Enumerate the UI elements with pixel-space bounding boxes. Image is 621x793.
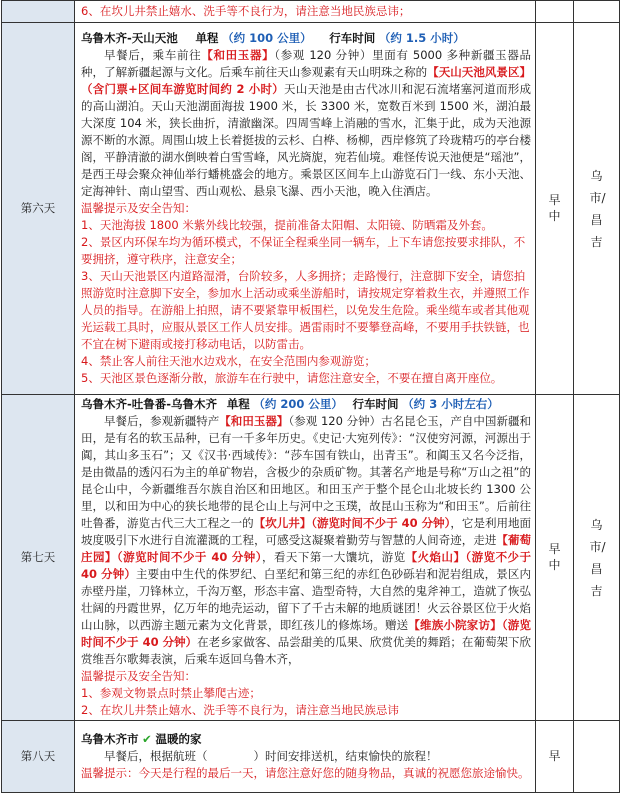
day6-desc-3: 天山天池是由古代冰川和泥石流堵塞河道而形成的高山湖泊。天山天池湖面海拔 1900 米，长 3300 米，宽数百米到 1500 米，湖泊最大深度 104 米，狭长曲折，清澈幽深。四周雪峰上消融的雪水，汇集于此，成为天池源源不断的水源。周围山坡上长着挺拔的云杉、白桦、杨柳，西岸修筑了玲珑精巧的亭台楼阁，平静清澈的湖水倒映着白雪雪峰，风光旖旎，宛若仙境。难怪传说天池便是“瑶池”，是西王母会聚众神仙举行蟠桃盛会的地方。乘景区区间车上山游览石门一线、东小天池、定海神针、南山望雪、西山观松、悬泉飞瀑、西小天池，晚入住酒店。 bbox=[81, 82, 531, 198]
day6-row bbox=[2, 23, 620, 395]
day8-route-suffix: 温暖的家 bbox=[155, 732, 202, 746]
itinerary-table bbox=[1, 0, 620, 793]
day6-dist-label: 单程 bbox=[195, 31, 219, 45]
day7-row bbox=[2, 395, 620, 721]
day7-description bbox=[81, 413, 531, 668]
hotel-cell-empty bbox=[574, 1, 620, 23]
day6-content bbox=[75, 23, 536, 395]
day7-tips-title: 温馨提示及安全告知： bbox=[81, 669, 196, 683]
day6-desc-1: 早餐后，乘车前往 bbox=[104, 48, 202, 62]
day8-content bbox=[75, 721, 536, 793]
day7-spot-5: 【维族小院家访】（游览时间不少于 40 分钟） bbox=[81, 618, 532, 649]
day6-tips-title: 温馨提示及安全告知： bbox=[81, 201, 196, 215]
day8-hotel-cell bbox=[574, 721, 620, 793]
day6-desc-2: （参观 120 分钟）里面有 5000 多种新疆玉器品种，了解新疆起源与文化。后乘车前往天山参观素有天山明珠之称的 bbox=[81, 48, 531, 79]
day6-tip-3: 3、天山天池景区内道路湿滑，台阶较多，人多拥挤；走路慢行，注意脚下安全，请您拍照游览时注意脚下安全，参加水上活动或乘坐游船时，请按规定穿着救生衣，并遵照工作人员的指导。在游船上拍照，请不要紧靠甲板围栏，以免发生危险。乘坐缆车或者其他观光运载工具时，应服从景区工作人员安排。遇雷雨时不要攀登高峰，不要用手扶铁链，也不宜在树下避雨或接打移动电话，以防雷击。 bbox=[81, 269, 530, 351]
day7-dist-label: 单程 bbox=[226, 397, 250, 411]
top-row bbox=[2, 1, 620, 23]
day7-desc-5: 主要由中生代的侏罗纪、白垩纪和第三纪的赤红色砂砾岩和泥岩组成，景区内赤壁丹崖，刀锋林立，千沟万壑，形态丰富、造型奇特，大自然的鬼斧神工，造就了恢弘壮阔的丹霞世界，亿万年的地壳运动，留下了千古未解的地质谜团！火云谷景区位于火焰山山脉，以西游主题元素为文化背景，即红孩儿的修炼场。赠送 bbox=[81, 567, 531, 632]
day6-meal: 早中 bbox=[548, 193, 561, 223]
day7-route: 乌鲁木齐-吐鲁番-乌鲁木齐 bbox=[81, 397, 218, 411]
day6-tip-5: 5、天池区景色逐渐分散，旅游车在行驶中，请您注意安全，不要在擅自离开座位。 bbox=[81, 371, 503, 385]
day8-meal: 早 bbox=[548, 749, 561, 763]
day7-spot-1: 【和田玉器】 bbox=[219, 414, 289, 428]
day7-time-value: （约 3 小时左右） bbox=[402, 397, 499, 411]
day6-route: 乌鲁木齐-天山天池 bbox=[81, 31, 178, 45]
day8-meal-cell bbox=[536, 721, 574, 793]
day8-description bbox=[81, 748, 531, 765]
day8-route: 乌鲁木齐市 bbox=[81, 732, 139, 746]
day7-tip-2: 2、在坎儿井禁止嬉水、洗手等不良行为，请注意当地民族忌讳 bbox=[81, 703, 399, 717]
day6-tip-2: 2、景区内环保车均为循环模式，不保证全程乘坐同一辆车，上下车请您按要求排队，不要拥挤，遵守秩序，注意安全； bbox=[81, 235, 526, 266]
day7-time-label: 行车时间 bbox=[352, 397, 399, 411]
top-tip-cell bbox=[75, 1, 536, 23]
day7-header bbox=[81, 396, 531, 413]
day7-content bbox=[75, 395, 536, 721]
day7-desc-3: ，它是利用地面坡度吸引下水进行自流灌溉的工程，可感受这凝聚着勤劳与智慧的人间奇迹，走进 bbox=[81, 516, 531, 547]
day8-desc-2: ）时间安排送机，结束愉快的旅程！ bbox=[253, 749, 438, 763]
day6-label: 第六天 bbox=[2, 23, 75, 395]
checkmark-icon: ✔ bbox=[142, 732, 152, 746]
day7-desc-2: （参观 120 分钟）古名昆仑玉，产自中国新疆和田，是有名的软玉品种，已有一千多年历史。《史记·大宛列传》：“汉使穷河源，河源出于阗，其山多玉石”；又《汉书·西域传》：“莎车国有铁山，出青玉”。和阗玉又名今泛指，是由微晶的透闪石为主的单矿物岩，含极少的杂质矿物。其著名产地是号称“万山之祖”的昆仑山中，今新疆维吾尔族自治区和田地区。和田玉产于整个昆仑山北坡长约 1300 公里，以和田为中心的狭长地带的昆仑山上与河中之玉璞，故昆山玉称为“和田玉”。后前往吐鲁番，游览古代三大工程之一的 bbox=[81, 414, 532, 530]
day6-spot-2: 【天山天池风景区】（含门票+区间车游览时间约 2 小时） bbox=[81, 65, 532, 96]
day6-time-value: （约 1.5 小时） bbox=[378, 31, 465, 45]
day7-tip-1: 1、参观文物景点时禁止攀爬古迹； bbox=[81, 686, 261, 700]
day8-label: 第八天 bbox=[2, 721, 75, 793]
day7-desc-4: ，看天下第一大馕坑，游览 bbox=[261, 550, 406, 564]
day6-tip-1: 1、天池海拔 1800 米紫外线比较强，提前准备太阳帽、太阳镜、防晒霜及外套。 bbox=[81, 218, 493, 232]
day7-spot-4: 【火焰山】（游览不少于 40 分钟） bbox=[81, 550, 532, 581]
day6-hotel-cell bbox=[574, 23, 620, 395]
day-cell-empty bbox=[2, 1, 75, 23]
day6-spot-1: 【和田玉器】 bbox=[201, 48, 275, 62]
day7-spot-3: 【葡萄庄园】（游览时间不少于 40 分钟） bbox=[81, 533, 532, 564]
day7-hotel-cell bbox=[574, 395, 620, 721]
day8-tip-label: 温馨提示： bbox=[81, 766, 139, 780]
day7-meal: 早中 bbox=[548, 542, 561, 572]
day7-hotel: 乌市/昌吉 bbox=[589, 517, 606, 598]
day7-desc-1: 早餐后，参观新疆特产 bbox=[104, 414, 220, 428]
day7-label: 第七天 bbox=[2, 395, 75, 721]
day7-spot-2: 【坎儿井】（游览时间不少于 40 分钟） bbox=[253, 516, 451, 530]
top-tip-text: 6、在坎儿井禁止嬉水、洗手等不良行为，请注意当地民族忌讳； bbox=[81, 4, 411, 18]
day7-meal-cell bbox=[536, 395, 574, 721]
day6-meal-cell bbox=[536, 23, 574, 395]
day8-desc-1: 早餐后，根据航班（ bbox=[104, 749, 208, 763]
day6-tip-4: 4、禁止客人前往天池水边戏水，在安全范围内参观游览； bbox=[81, 354, 376, 368]
day8-header bbox=[81, 731, 531, 748]
day7-dist-value: （约 200 公里） bbox=[253, 397, 343, 411]
day8-row bbox=[2, 721, 620, 793]
meal-cell-empty bbox=[536, 1, 574, 23]
day6-hotel: 乌市/昌吉 bbox=[589, 168, 606, 249]
day6-header bbox=[81, 30, 531, 47]
day8-tip-text: 今天是行程的最后一天，请您注意好您的随身物品，真诚的祝愿您旅途愉快。 bbox=[138, 766, 530, 780]
day6-time-label: 行车时间 bbox=[329, 31, 376, 45]
day7-desc-6: 在老乡家做客、品尝甜美的瓜果、欣赏优美的舞蹈；在葡萄架下欣赏维吾尔歌舞表演，后乘车返回乌鲁木齐， bbox=[81, 635, 531, 666]
day6-dist-value: （约 100 公里） bbox=[222, 31, 312, 45]
day6-description bbox=[81, 47, 531, 200]
